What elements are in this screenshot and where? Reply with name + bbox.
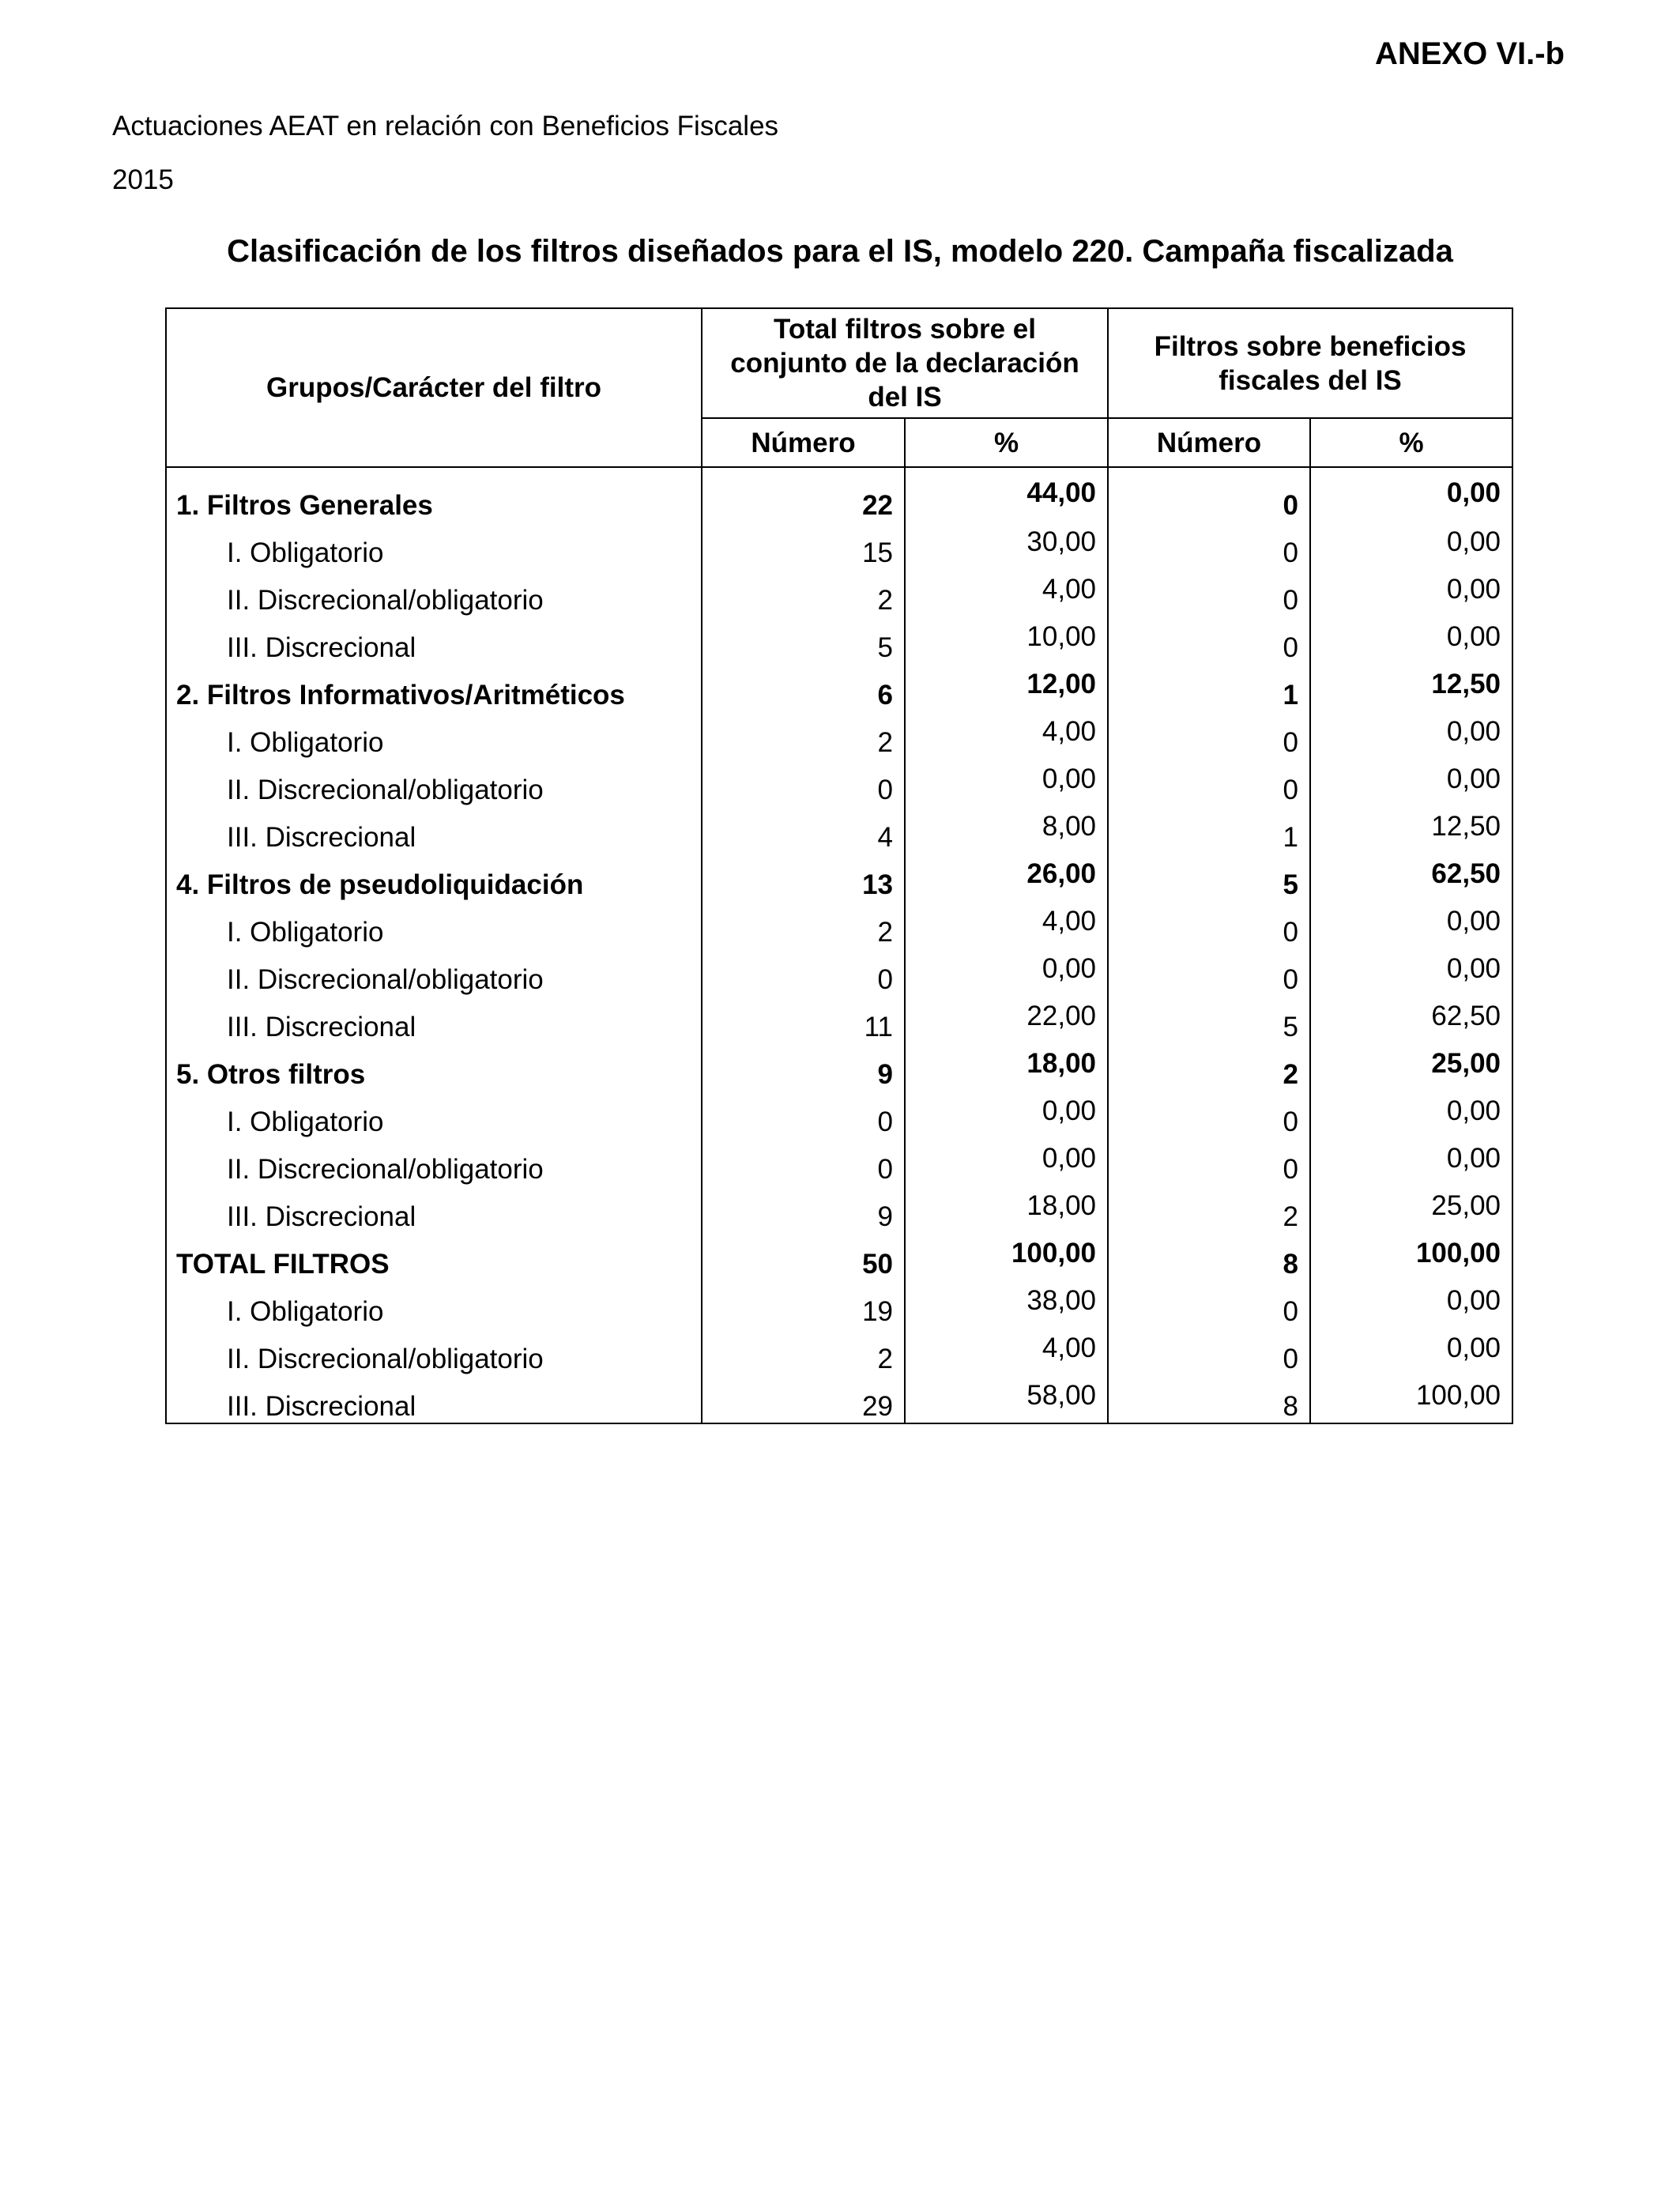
benefit-number-cell: 0 xyxy=(1108,711,1310,759)
benefit-percent-cell: 12,50 xyxy=(1310,806,1512,854)
table-row xyxy=(166,948,1512,996)
table-row-group xyxy=(166,467,1512,522)
total-number-cell: 50 xyxy=(702,1233,905,1280)
row-label: III. Discrecional xyxy=(166,1375,702,1423)
benefit-number-cell: 5 xyxy=(1108,996,1310,1043)
total-percent-cell: 30,00 xyxy=(905,522,1108,569)
row-label: I. Obligatorio xyxy=(166,1091,702,1138)
total-percent-cell: 18,00 xyxy=(905,1186,1108,1233)
benefit-percent-cell: 0,00 xyxy=(1310,467,1512,522)
total-percent-cell: 0,00 xyxy=(905,1091,1108,1138)
table-row xyxy=(166,569,1512,616)
total-percent-cell: 8,00 xyxy=(905,806,1108,854)
benefit-number-cell: 8 xyxy=(1108,1233,1310,1280)
benefit-percent-cell: 0,00 xyxy=(1310,1328,1512,1375)
row-label: I. Obligatorio xyxy=(166,901,702,948)
table-row-group xyxy=(166,854,1512,901)
total-number-cell: 2 xyxy=(702,569,905,616)
total-percent-cell: 26,00 xyxy=(905,854,1108,901)
table-row-group xyxy=(166,1233,1512,1280)
table-row xyxy=(166,1375,1512,1423)
total-percent-cell: 22,00 xyxy=(905,996,1108,1043)
annex-label: ANEXO VI.-b xyxy=(1374,36,1565,71)
total-number-cell: 29 xyxy=(702,1375,905,1423)
table-row-group xyxy=(166,1043,1512,1091)
benefit-percent-cell: 0,00 xyxy=(1310,759,1512,806)
total-number-cell: 9 xyxy=(702,1186,905,1233)
table-row xyxy=(166,522,1512,569)
document-year: 2015 xyxy=(112,164,174,195)
table-row xyxy=(166,711,1512,759)
benefit-percent-cell: 100,00 xyxy=(1310,1233,1512,1280)
total-number-cell: 2 xyxy=(702,901,905,948)
total-percent-cell: 4,00 xyxy=(905,711,1108,759)
total-number-cell: 0 xyxy=(702,1138,905,1186)
row-label: II. Discrecional/obligatorio xyxy=(166,948,702,996)
benefit-number-cell: 1 xyxy=(1108,806,1310,854)
benefit-number-cell: 0 xyxy=(1108,616,1310,664)
benefit-percent-cell: 62,50 xyxy=(1310,996,1512,1043)
table-row xyxy=(166,759,1512,806)
table-row xyxy=(166,1186,1512,1233)
header-number-benefit: Número xyxy=(1108,418,1310,467)
total-number-cell: 0 xyxy=(702,759,905,806)
row-label: II. Discrecional/obligatorio xyxy=(166,569,702,616)
total-number-cell: 22 xyxy=(702,467,905,522)
row-label: III. Discrecional xyxy=(166,1186,702,1233)
benefit-number-cell: 0 xyxy=(1108,569,1310,616)
benefit-percent-cell: 100,00 xyxy=(1310,1375,1512,1423)
row-label: I. Obligatorio xyxy=(166,522,702,569)
benefit-percent-cell: 62,50 xyxy=(1310,854,1512,901)
total-percent-cell: 12,00 xyxy=(905,664,1108,711)
total-number-cell: 0 xyxy=(702,1091,905,1138)
table-row xyxy=(166,616,1512,664)
table-row xyxy=(166,806,1512,854)
benefit-percent-cell: 0,00 xyxy=(1310,1091,1512,1138)
table-header xyxy=(166,308,1512,467)
total-percent-cell: 4,00 xyxy=(905,569,1108,616)
benefit-percent-cell: 25,00 xyxy=(1310,1043,1512,1091)
header-total-filters: Total filtros sobre el conjunto de la declaración del IS xyxy=(702,308,1108,418)
benefit-percent-cell: 0,00 xyxy=(1310,711,1512,759)
benefit-number-cell: 0 xyxy=(1108,948,1310,996)
row-label: III. Discrecional xyxy=(166,996,702,1043)
total-number-cell: 0 xyxy=(702,948,905,996)
table-row xyxy=(166,1280,1512,1328)
benefit-percent-cell: 0,00 xyxy=(1310,569,1512,616)
header-group-character: Grupos/Carácter del filtro xyxy=(166,308,702,467)
benefit-number-cell: 8 xyxy=(1108,1375,1310,1423)
document-subtitle: Actuaciones AEAT en relación con Beneficios Fiscales xyxy=(112,111,779,141)
header-benefit-filters: Filtros sobre beneficios fiscales del IS xyxy=(1108,308,1512,418)
total-number-cell: 19 xyxy=(702,1280,905,1328)
total-number-cell: 5 xyxy=(702,616,905,664)
benefit-number-cell: 0 xyxy=(1108,1138,1310,1186)
benefit-number-cell: 0 xyxy=(1108,467,1310,522)
benefit-percent-cell: 0,00 xyxy=(1310,616,1512,664)
header-number-total: Número xyxy=(702,418,905,467)
total-number-cell: 4 xyxy=(702,806,905,854)
row-label: II. Discrecional/obligatorio xyxy=(166,759,702,806)
total-number-cell: 11 xyxy=(702,996,905,1043)
row-label: II. Discrecional/obligatorio xyxy=(166,1138,702,1186)
benefit-number-cell: 2 xyxy=(1108,1043,1310,1091)
total-number-cell: 2 xyxy=(702,711,905,759)
benefit-percent-cell: 0,00 xyxy=(1310,948,1512,996)
total-number-cell: 15 xyxy=(702,522,905,569)
row-label: I. Obligatorio xyxy=(166,711,702,759)
benefit-number-cell: 2 xyxy=(1108,1186,1310,1233)
benefit-percent-cell: 0,00 xyxy=(1310,901,1512,948)
header-percent-benefit: % xyxy=(1310,418,1512,467)
benefit-number-cell: 0 xyxy=(1108,759,1310,806)
row-label: II. Discrecional/obligatorio xyxy=(166,1328,702,1375)
benefit-percent-cell: 0,00 xyxy=(1310,1138,1512,1186)
benefit-number-cell: 0 xyxy=(1108,1280,1310,1328)
benefit-number-cell: 0 xyxy=(1108,1091,1310,1138)
table-row xyxy=(166,1328,1512,1375)
total-percent-cell: 100,00 xyxy=(905,1233,1108,1280)
table-body xyxy=(166,467,1512,1423)
table-row xyxy=(166,901,1512,948)
total-percent-cell: 0,00 xyxy=(905,1138,1108,1186)
total-percent-cell: 4,00 xyxy=(905,1328,1108,1375)
benefit-percent-cell: 12,50 xyxy=(1310,664,1512,711)
total-percent-cell: 18,00 xyxy=(905,1043,1108,1091)
row-label: TOTAL FILTROS xyxy=(166,1233,702,1280)
row-label: III. Discrecional xyxy=(166,616,702,664)
total-percent-cell: 58,00 xyxy=(905,1375,1108,1423)
table-row-group xyxy=(166,664,1512,711)
total-percent-cell: 4,00 xyxy=(905,901,1108,948)
row-label: 4. Filtros de pseudoliquidación xyxy=(166,854,702,901)
row-label: 1. Filtros Generales xyxy=(166,467,702,522)
benefit-percent-cell: 0,00 xyxy=(1310,522,1512,569)
row-label: III. Discrecional xyxy=(166,806,702,854)
table-row xyxy=(166,1091,1512,1138)
benefit-number-cell: 5 xyxy=(1108,854,1310,901)
row-label: I. Obligatorio xyxy=(166,1280,702,1328)
benefit-number-cell: 0 xyxy=(1108,901,1310,948)
table-title: Clasificación de los filtros diseñados para el IS, modelo 220. Campaña fiscalizada xyxy=(227,234,1453,269)
total-percent-cell: 0,00 xyxy=(905,759,1108,806)
benefit-percent-cell: 25,00 xyxy=(1310,1186,1512,1233)
benefit-number-cell: 0 xyxy=(1108,1328,1310,1375)
filters-table xyxy=(165,307,1513,1424)
total-number-cell: 6 xyxy=(702,664,905,711)
total-percent-cell: 44,00 xyxy=(905,467,1108,522)
row-label: 5. Otros filtros xyxy=(166,1043,702,1091)
total-number-cell: 2 xyxy=(702,1328,905,1375)
table-row xyxy=(166,1138,1512,1186)
total-percent-cell: 10,00 xyxy=(905,616,1108,664)
table-row xyxy=(166,996,1512,1043)
total-number-cell: 13 xyxy=(702,854,905,901)
total-percent-cell: 0,00 xyxy=(905,948,1108,996)
header-percent-total: % xyxy=(905,418,1108,467)
benefit-number-cell: 1 xyxy=(1108,664,1310,711)
total-percent-cell: 38,00 xyxy=(905,1280,1108,1328)
total-number-cell: 9 xyxy=(702,1043,905,1091)
row-label: 2. Filtros Informativos/Aritméticos xyxy=(166,664,702,711)
benefit-number-cell: 0 xyxy=(1108,522,1310,569)
benefit-percent-cell: 0,00 xyxy=(1310,1280,1512,1328)
